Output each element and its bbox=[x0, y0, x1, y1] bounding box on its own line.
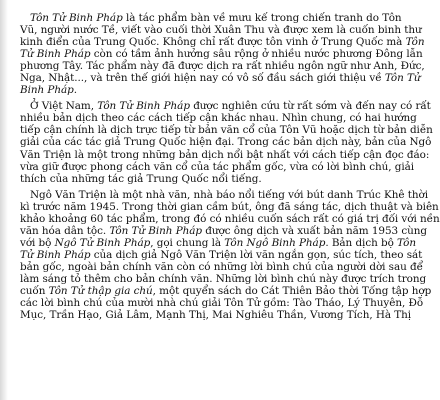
text-line bbox=[20, 112, 417, 125]
text-run: nhiều bản dịch theo các cách tiếp cận khác nhau. Nhìn chung, có hai hướng bbox=[20, 112, 417, 125]
text-line bbox=[20, 236, 416, 249]
text-run: , một quyển sách do Cát Thiên Bảo thời Tống tập hợp bbox=[152, 285, 432, 298]
italic-title: Tôn Tử thập gia chú bbox=[48, 285, 153, 298]
italic-title: Tôn Ngô Binh Pháp bbox=[224, 236, 326, 249]
text-line bbox=[20, 260, 423, 273]
italic-title: Binh Pháp. bbox=[20, 84, 77, 97]
text-run: kinh điển của Trung Quốc. Không chỉ rất được tôn vinh ở Trung Quốc mà bbox=[20, 36, 406, 49]
text-run: Ở Việt Nam, bbox=[30, 100, 98, 113]
text-line bbox=[20, 84, 396, 96]
text-line bbox=[20, 224, 428, 237]
text-run: Vũ, người nước Tề, viết vào cuối thời Xuân Thu và được xem là cuốn binh thư bbox=[20, 24, 422, 37]
italic-title: Tôn bbox=[405, 36, 425, 49]
italic-title: Tôn Tử Binh Pháp bbox=[30, 12, 123, 24]
text-line bbox=[20, 285, 432, 298]
text-line bbox=[20, 48, 423, 61]
paragraph bbox=[20, 12, 425, 97]
text-line bbox=[20, 124, 433, 137]
text-line bbox=[20, 297, 424, 310]
text-line bbox=[20, 200, 439, 213]
text-run: làm sáng tỏ thêm cho bản chính văn. Những lời bình chú này được trích trong bbox=[20, 272, 427, 285]
text-line bbox=[20, 100, 431, 113]
text-run: của dịch giả Ngô Văn Triện lời văn ngắn gọn, súc tích, theo sát bbox=[90, 248, 423, 261]
text-line bbox=[20, 309, 412, 322]
text-run: còn có tầm ảnh hưởng sâu rộng ở nhiều nước phương Đông lẫn bbox=[90, 48, 423, 61]
text-run: giải của các tác giả Trung Quốc hiện đại. Trong các bản dịch này, bản của Ngô bbox=[20, 136, 432, 149]
text-run: tiếp cận chính là dịch trực tiếp từ bản văn cổ của Tôn Vũ hoặc dịch từ bản diễn bbox=[20, 124, 433, 137]
document-body bbox=[20, 12, 440, 322]
italic-title: Ngô Tử Binh Pháp bbox=[54, 236, 151, 249]
text-run: với bộ bbox=[20, 236, 55, 249]
text-line bbox=[20, 36, 425, 49]
text-run: , gọi chung là bbox=[150, 236, 225, 249]
text-line bbox=[20, 148, 430, 161]
text-run: Văn Triện là một trong những bản dịch nổi bật nhất với cách tiếp cận đọc đáo: bbox=[20, 148, 430, 161]
text-run: Mục, Trần Hạo, Giả Lâm, Mạnh Thị, Mai Nghiêu Thần, Vương Tích, Hà Thị bbox=[20, 309, 412, 322]
text-line bbox=[20, 72, 421, 85]
text-run: bản gốc, ngoài bản chính văn còn có những lời bình chú của người dời sau để bbox=[20, 260, 423, 273]
text-line bbox=[20, 12, 402, 24]
text-line bbox=[20, 188, 428, 201]
text-run: được ông dịch và xuất bản năm 1953 cùng bbox=[202, 224, 428, 237]
text-line bbox=[20, 24, 422, 37]
text-run: Ngô Văn Triện là một nhà văn, nhà báo nổi tiếng với bút danh Trúc Khê thời bbox=[30, 188, 428, 201]
text-run: các lời bình chú của mười nhà chú giải Tôn Tử gồm: Tào Tháo, Lý Thuyên, Đỗ bbox=[20, 297, 424, 310]
paragraph bbox=[20, 100, 433, 185]
text-line bbox=[20, 272, 427, 285]
text-line bbox=[20, 248, 423, 261]
italic-title: Tử Binh Pháp bbox=[20, 248, 91, 261]
text-run: là tác phẩm bàn về mưu kế trong chiến tranh do Tôn bbox=[122, 12, 402, 24]
page-fold-shadow bbox=[0, 0, 8, 400]
text-run: kì trước năm 1945. Trong thời gian cầm bút, ông đã sáng tác, dịch thuật và biên bbox=[20, 200, 439, 213]
italic-title: Tử Binh Pháp bbox=[20, 48, 91, 61]
text-run: thích của những tác giả Trung Quốc nổi tiếng. bbox=[20, 172, 262, 185]
text-run: khảo khoảng 60 tác phẩm, trong đó có nhiều cuốn sách rất có giá trị đối với nền bbox=[20, 212, 440, 225]
text-run: Nga, Nhật..., và trên thế giới hiện nay có vô số đầu sách giới thiệu về bbox=[20, 72, 385, 85]
italic-title: Tôn Tử Binh Pháp bbox=[97, 100, 190, 113]
text-run: vừa giữ được phong cách văn cổ của tác phẩm gốc, vừa có lời bình chú, giải bbox=[20, 160, 415, 173]
italic-title: Tôn bbox=[397, 236, 416, 249]
text-line bbox=[20, 136, 432, 149]
text-run: văn hóa dân tộc. bbox=[20, 224, 110, 237]
text-line bbox=[20, 173, 396, 185]
paragraph bbox=[20, 188, 440, 322]
text-run: phương Tây. Tác phẩm này đã được dịch ra rất nhiều ngôn ngữ như Anh, Đức, bbox=[20, 60, 425, 73]
italic-title: Tôn Tử bbox=[384, 72, 421, 85]
text-run: cuốn bbox=[20, 285, 49, 298]
text-run: . Bản dịch bộ bbox=[325, 236, 398, 249]
text-line bbox=[20, 60, 425, 73]
text-run: được nghiên cứu từ rất sớm và đến nay có rất bbox=[189, 100, 431, 113]
italic-title: Tôn Tử Binh Pháp bbox=[109, 224, 203, 237]
text-line bbox=[20, 160, 415, 173]
text-line bbox=[20, 212, 440, 225]
